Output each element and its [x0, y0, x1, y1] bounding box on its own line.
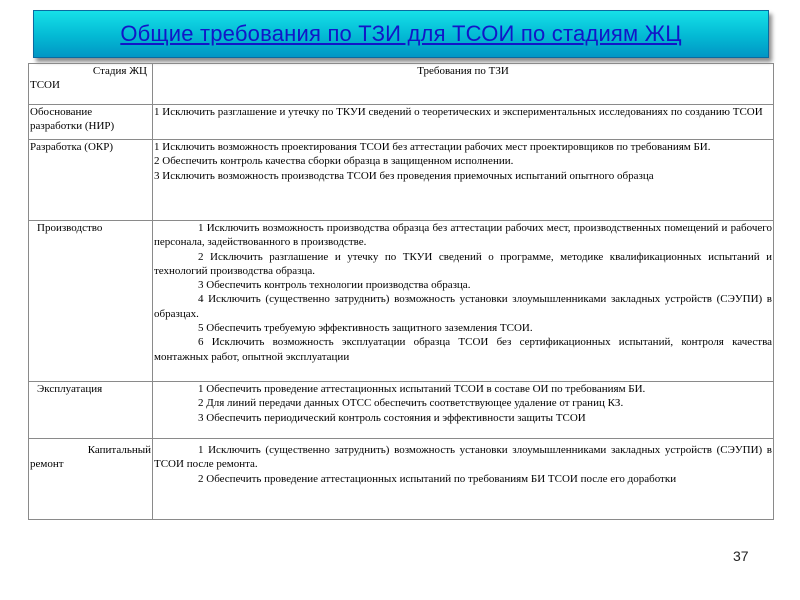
requirement-item: 2 Исключить разглашение и утечку по ТКУИ сведений о программе, методике квалификационных испытаний и технологий производства образца. — [154, 250, 772, 277]
requirement-item: 5 Обеспечить требуемую эффективность защитного заземления ТСОИ. — [198, 322, 533, 335]
stage-nir-line2: разработки (НИР) — [30, 120, 115, 133]
stage-cell-nir — [29, 105, 153, 140]
stage-cell-production: Производство — [29, 221, 153, 382]
requirements-cell-okr — [153, 140, 774, 221]
requirements-cell-production — [153, 221, 774, 382]
header-stage-line1: Стадия ЖЦ — [92, 65, 147, 77]
requirement-item: 2 Для линий передачи данных ОТСС обеспечить соответствующее удаление от границ КЗ. — [198, 397, 624, 410]
header-requirements-cell: Требования по ТЗИ — [153, 64, 774, 105]
requirement-item: 3 Обеспечить контроль технологии производства образца. — [198, 279, 471, 292]
table-row-production — [29, 221, 774, 382]
requirement-item: 3 Обеспечить периодический контроль состояния и эффективности защиты ТСОИ — [198, 411, 586, 424]
requirement-item: 1 Обеспечить проведение аттестационных испытаний ТСОИ в составе ОИ по требованиям БИ. — [198, 383, 646, 395]
table-row-nir — [29, 105, 774, 140]
stage-nir-line1: Обоснование — [30, 106, 93, 118]
requirements-cell-overhaul — [153, 439, 774, 520]
table-row-okr — [29, 140, 774, 221]
page-number: 37 — [733, 548, 749, 564]
requirement-item: 1 Исключить (существенно затруднить) возможность установки злоумышленниками закладных устройств (СЭУПИ) в ТСОИ после ремонта. — [154, 444, 772, 471]
stage-overhaul-line2: ремонт — [30, 458, 64, 471]
table-row-overhaul — [29, 439, 774, 520]
table-row-operation — [29, 382, 774, 439]
requirement-item: 2 Обеспечить контроль качества сборки образца в защищенном исполнении. — [154, 155, 514, 168]
requirements-table — [28, 63, 774, 520]
stage-overhaul-line1: Капитальный — [87, 444, 151, 456]
requirement-item: 1 Исключить возможность производства образца без аттестации рабочих мест, производственных помещений и рабочего персонала, задействованного в производстве. — [154, 222, 772, 249]
requirement-item: 2 Обеспечить проведение аттестационных испытаний по требованиям БИ ТСОИ после его доработки — [198, 472, 677, 485]
requirements-cell-nir — [153, 105, 774, 140]
requirements-cell-operation — [153, 382, 774, 439]
header-stage-cell — [29, 64, 153, 105]
requirement-item: 4 Исключить (существенно затруднить) возможность установки злоумышленниками закладных устройств (СЭУПИ) в образцах. — [154, 293, 772, 320]
stage-cell-okr: Разработка (ОКР) — [29, 140, 153, 221]
header-stage-line2: ТСОИ — [30, 79, 60, 92]
requirement-item: 1 Исключить разглашение и утечку по ТКУИ сведений о теоретических и экспериментальных исследованиях по созданию ТСОИ — [154, 106, 763, 118]
requirement-item: 1 Исключить возможность проектирования ТСОИ без аттестации рабочих мест проектировщиков по требованиям БИ. — [154, 141, 711, 153]
requirement-item: 6 Исключить возможность эксплуатации образца ТСОИ без сертификационных испытаний, контроля качества монтажных работ, опытной эксплуатации — [154, 336, 772, 363]
stage-cell-overhaul — [29, 439, 153, 520]
title-banner — [33, 10, 769, 58]
stage-cell-operation: Эксплуатация — [29, 382, 153, 439]
table-header-row — [29, 64, 774, 105]
requirement-item: 3 Исключить возможность производства ТСОИ без проведения приемочных испытаний опытного образца — [154, 169, 654, 182]
slide-title: Общие требования по ТЗИ для ТСОИ по стадиям ЖЦ — [120, 21, 682, 46]
